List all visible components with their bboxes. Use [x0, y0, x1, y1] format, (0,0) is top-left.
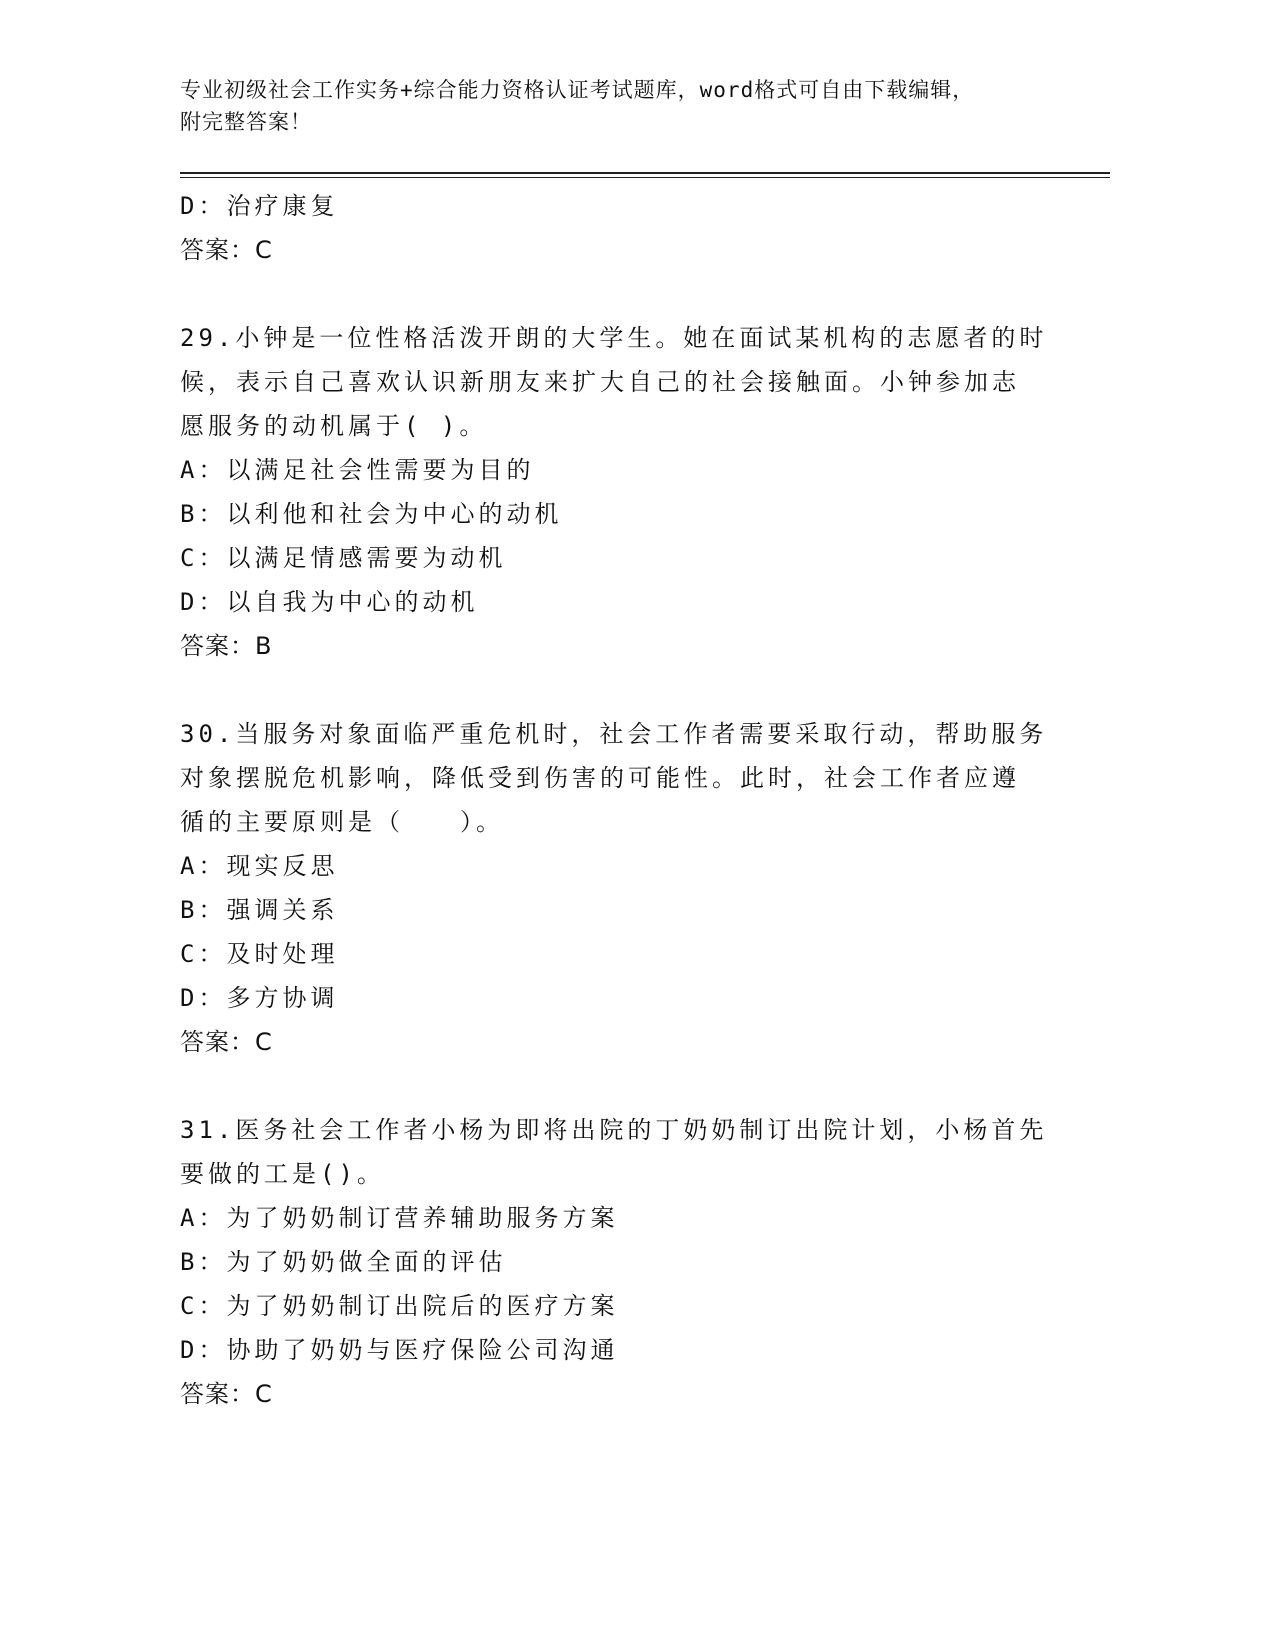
header-divider-thick	[180, 172, 1110, 174]
option-c: C：以满足情感需要为动机	[180, 544, 507, 572]
option-a: A：为了奶奶制订营养辅助服务方案	[180, 1204, 619, 1232]
spacer	[180, 272, 1080, 316]
spacer	[180, 1064, 1080, 1108]
question-list	[180, 184, 1080, 1416]
document-header	[180, 74, 1060, 138]
option-d: D：多方协调	[180, 984, 339, 1012]
option-a: A：现实反思	[180, 852, 339, 880]
question-30	[180, 712, 1080, 1064]
answer-key: 答案：B	[180, 632, 273, 660]
question-31-text	[180, 1108, 1080, 1196]
previous-question-option-d: D：治疗康复	[180, 192, 339, 220]
question-text-line: 要做的工是()。	[180, 1160, 385, 1188]
header-divider-thin	[180, 177, 1110, 178]
answer-key: 答案：C	[180, 1028, 273, 1056]
question-text-line: 循的主要原则是（ ）。	[180, 808, 504, 836]
option-d: D：协助了奶奶与医疗保险公司沟通	[180, 1336, 619, 1364]
header-line-1: 专业初级社会工作实务+综合能力资格认证考试题库，word格式可自由下载编辑，	[180, 78, 975, 102]
question-text-line: 31.医务社会工作者小杨为即将出院的丁奶奶制订出院计划，小杨首先	[180, 1116, 1048, 1144]
option-d: D：以自我为中心的动机	[180, 588, 479, 616]
option-a: A：以满足社会性需要为目的	[180, 456, 535, 484]
spacer	[180, 668, 1080, 712]
question-text-line: 愿服务的动机属于( )。	[180, 412, 488, 440]
question-text-line: 30.当服务对象面临严重危机时，社会工作者需要采取行动，帮助服务	[180, 720, 1048, 748]
question-text-line: 对象摆脱危机影响，降低受到伤害的可能性。此时，社会工作者应遵	[180, 764, 1020, 792]
previous-question-answer: 答案：C	[180, 236, 273, 264]
option-b: B：以利他和社会为中心的动机	[180, 500, 563, 528]
question-29-text	[180, 316, 1080, 448]
question-text-line: 候，表示自己喜欢认识新朋友来扩大自己的社会接触面。小钟参加志	[180, 368, 1020, 396]
option-c: C：为了奶奶制订出院后的医疗方案	[180, 1292, 619, 1320]
question-31	[180, 1108, 1080, 1416]
option-b: B：为了奶奶做全面的评估	[180, 1248, 507, 1276]
question-30-text	[180, 712, 1080, 844]
question-text-line: 29.小钟是一位性格活泼开朗的大学生。她在面试某机构的志愿者的时	[180, 324, 1048, 352]
header-line-2: 附完整答案！	[180, 110, 312, 134]
answer-key: 答案：C	[180, 1380, 273, 1408]
question-29	[180, 316, 1080, 668]
option-b: B：强调关系	[180, 896, 339, 924]
option-c: C：及时处理	[180, 940, 339, 968]
